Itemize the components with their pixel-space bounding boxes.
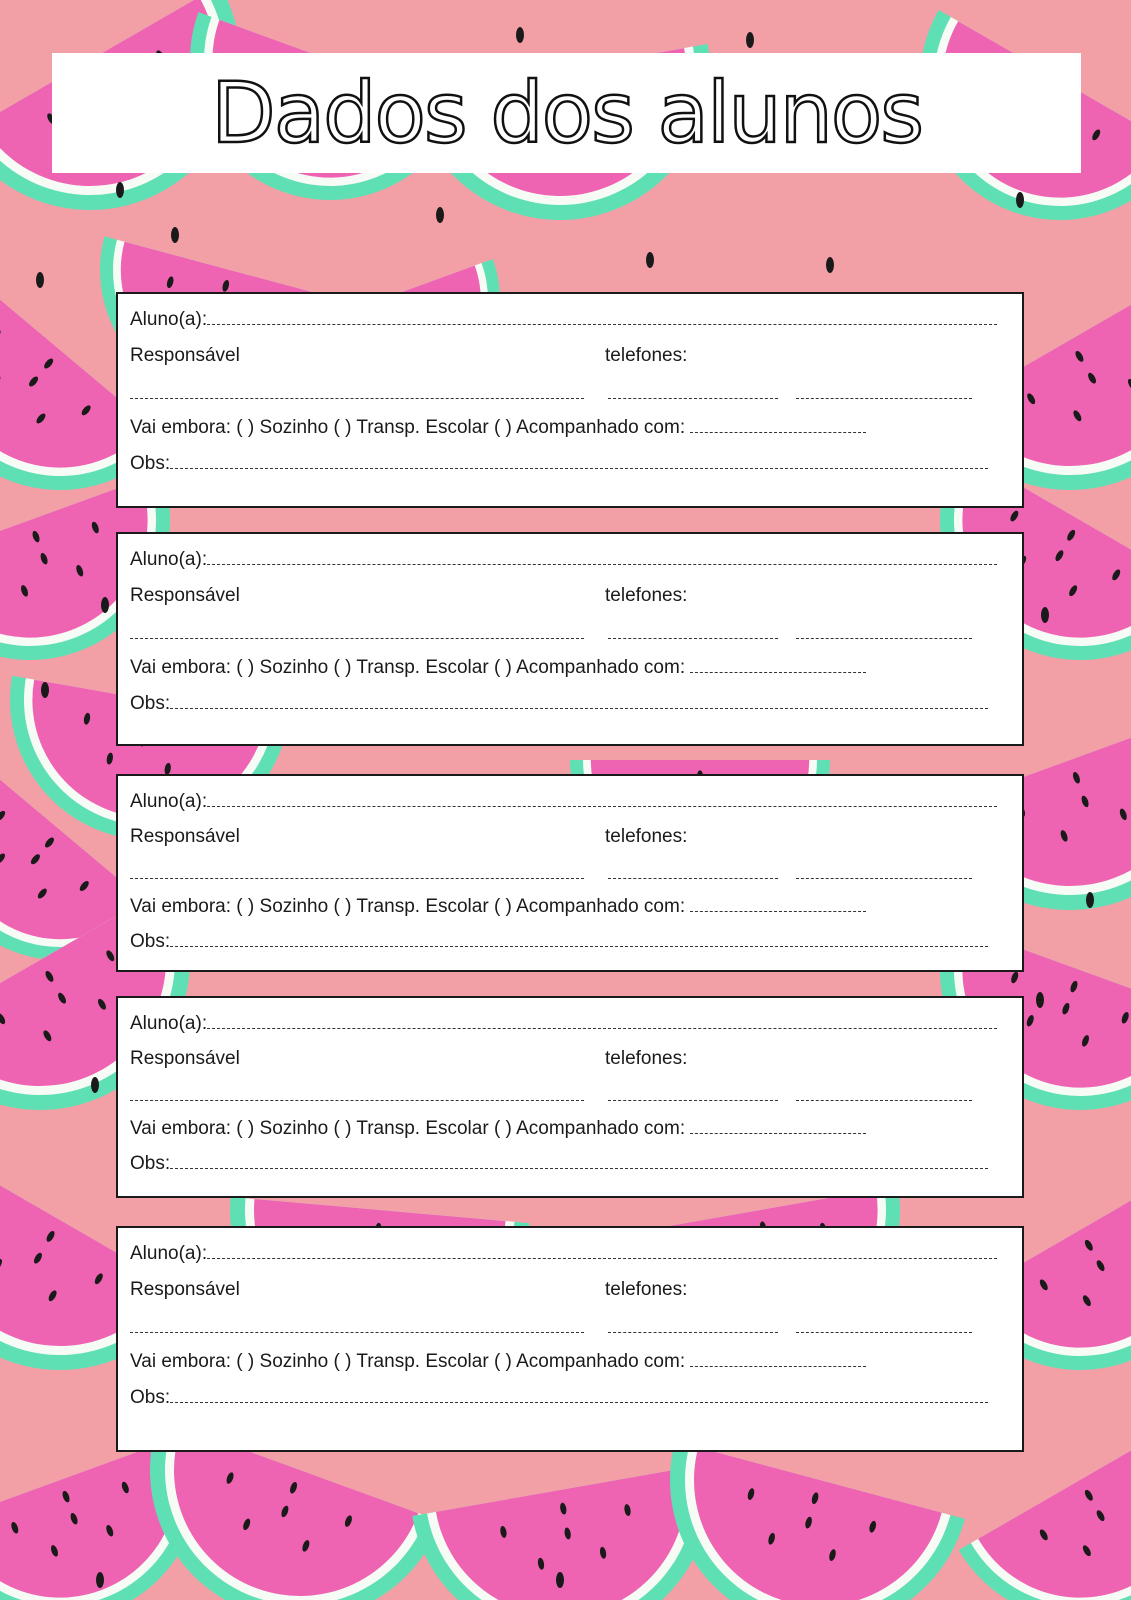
aluno-blank[interactable] xyxy=(207,805,997,807)
vai-embora-row xyxy=(130,1119,866,1138)
obs-row xyxy=(130,1154,988,1173)
obs-label: Obs: xyxy=(130,931,171,952)
aluno-row xyxy=(130,310,997,329)
responsavel-label: Responsável xyxy=(130,345,240,366)
acompanhado-blank[interactable] xyxy=(690,1132,866,1134)
aluno-row xyxy=(130,1014,997,1033)
responsavel-label: Responsável xyxy=(130,826,240,847)
vai-embora-label: Vai embora: ( ) Sozinho ( ) Transp. Escolar ( ) Acompanhado com: xyxy=(130,1351,686,1372)
responsavel-blank[interactable] xyxy=(130,1332,584,1333)
student-card xyxy=(116,292,1024,508)
seed xyxy=(556,1572,564,1588)
aluno-label: Aluno(a): xyxy=(130,549,208,570)
telefones-label: telefones: xyxy=(605,1279,688,1300)
seed xyxy=(101,597,109,613)
telefone-1-blank[interactable] xyxy=(608,878,778,879)
seed xyxy=(36,272,44,288)
responsavel-blank[interactable] xyxy=(130,1100,584,1101)
responsavel-label: Responsável xyxy=(130,1048,240,1069)
responsavel-label: Responsável xyxy=(130,585,240,606)
telefone-2-blank[interactable] xyxy=(796,1100,972,1101)
page-title: Dados dos alunos xyxy=(211,64,922,162)
seed xyxy=(1016,192,1024,208)
vai-embora-row xyxy=(130,897,866,916)
obs-label: Obs: xyxy=(130,453,171,474)
seed xyxy=(41,682,49,698)
vai-embora-row xyxy=(130,418,866,437)
acompanhado-blank[interactable] xyxy=(690,431,866,433)
aluno-row xyxy=(130,792,997,811)
aluno-label: Aluno(a): xyxy=(130,309,208,330)
obs-label: Obs: xyxy=(130,1153,171,1174)
aluno-blank[interactable] xyxy=(207,1027,997,1029)
obs-label: Obs: xyxy=(130,1387,171,1408)
telefones-label: telefones: xyxy=(605,1048,688,1069)
responsavel-label: Responsável xyxy=(130,1279,240,1300)
seed xyxy=(96,1572,104,1588)
obs-blank[interactable] xyxy=(170,707,988,709)
seed xyxy=(116,182,124,198)
obs-blank[interactable] xyxy=(170,945,988,947)
aluno-row xyxy=(130,550,997,569)
aluno-label: Aluno(a): xyxy=(130,1243,208,1264)
telefone-1-blank[interactable] xyxy=(608,1332,778,1333)
seed xyxy=(1086,892,1094,908)
seed xyxy=(746,32,754,48)
telefones-label: telefones: xyxy=(605,585,688,606)
telefone-2-blank[interactable] xyxy=(796,638,972,639)
student-card xyxy=(116,774,1024,972)
vai-embora-label: Vai embora: ( ) Sozinho ( ) Transp. Escolar ( ) Acompanhado com: xyxy=(130,896,686,917)
student-card xyxy=(116,532,1024,746)
telefone-2-blank[interactable] xyxy=(796,398,972,399)
telefones-label: telefones: xyxy=(605,826,688,847)
obs-row xyxy=(130,694,988,713)
aluno-row xyxy=(130,1244,997,1263)
obs-blank[interactable] xyxy=(170,1401,988,1403)
aluno-blank[interactable] xyxy=(207,1257,997,1259)
responsavel-blank[interactable] xyxy=(130,878,584,879)
telefones-label: telefones: xyxy=(605,345,688,366)
acompanhado-blank[interactable] xyxy=(690,910,866,912)
obs-row xyxy=(130,454,988,473)
responsavel-blank[interactable] xyxy=(130,638,584,639)
obs-label: Obs: xyxy=(130,693,171,714)
seed xyxy=(516,27,524,43)
telefone-2-blank[interactable] xyxy=(796,1332,972,1333)
title-banner xyxy=(52,53,1081,173)
seed xyxy=(171,227,179,243)
student-card xyxy=(116,996,1024,1198)
obs-row xyxy=(130,932,988,951)
seed xyxy=(1041,607,1049,623)
vai-embora-label: Vai embora: ( ) Sozinho ( ) Transp. Escolar ( ) Acompanhado com: xyxy=(130,417,686,438)
aluno-label: Aluno(a): xyxy=(130,791,208,812)
obs-blank[interactable] xyxy=(170,1167,988,1169)
vai-embora-row xyxy=(130,658,866,677)
responsavel-blank[interactable] xyxy=(130,398,584,399)
obs-row xyxy=(130,1388,988,1407)
telefone-2-blank[interactable] xyxy=(796,878,972,879)
seed xyxy=(91,1077,99,1093)
seed xyxy=(1036,992,1044,1008)
seed xyxy=(436,207,444,223)
obs-blank[interactable] xyxy=(170,467,988,469)
acompanhado-blank[interactable] xyxy=(690,1365,866,1367)
aluno-label: Aluno(a): xyxy=(130,1013,208,1034)
student-card xyxy=(116,1226,1024,1452)
telefone-1-blank[interactable] xyxy=(608,1100,778,1101)
vai-embora-label: Vai embora: ( ) Sozinho ( ) Transp. Escolar ( ) Acompanhado com: xyxy=(130,1118,686,1139)
vai-embora-row xyxy=(130,1352,866,1371)
aluno-blank[interactable] xyxy=(207,563,997,565)
telefone-1-blank[interactable] xyxy=(608,398,778,399)
aluno-blank[interactable] xyxy=(207,323,997,325)
seed xyxy=(826,257,834,273)
telefone-1-blank[interactable] xyxy=(608,638,778,639)
seed xyxy=(646,252,654,268)
vai-embora-label: Vai embora: ( ) Sozinho ( ) Transp. Escolar ( ) Acompanhado com: xyxy=(130,657,686,678)
acompanhado-blank[interactable] xyxy=(690,671,866,673)
